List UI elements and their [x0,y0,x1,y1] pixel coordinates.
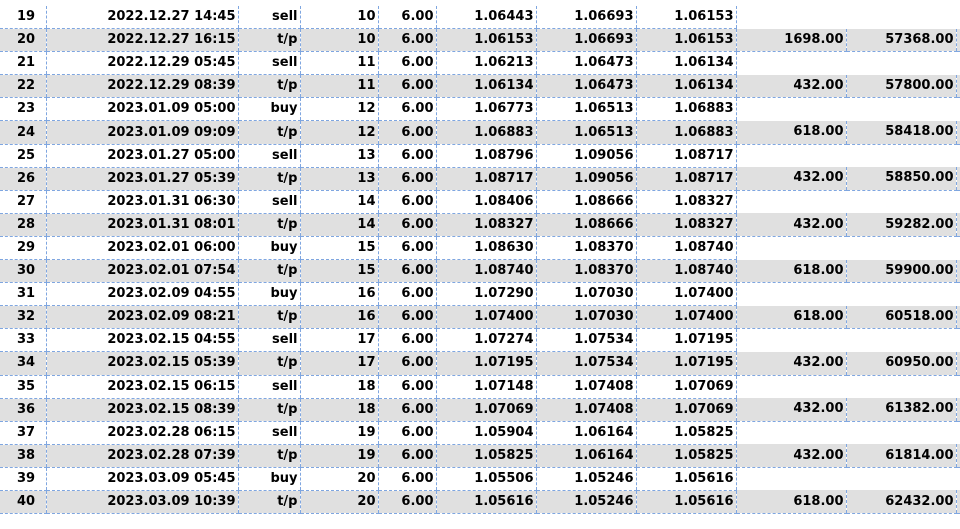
profit-cell: 618.00 [736,490,846,513]
table-row[interactable] [0,98,960,121]
overflow-cell [956,421,960,444]
table-row[interactable] [0,167,960,190]
sl-cell: 1.08666 [536,213,636,236]
overflow-cell [956,190,960,213]
overflow-cell [956,375,960,398]
time-cell: 2022.12.29 08:39 [46,75,238,98]
row-number-cell: 31 [0,283,46,306]
row-number-cell: 39 [0,467,46,490]
price-cell: 1.08327 [436,213,536,236]
sl-cell: 1.06693 [536,29,636,52]
balance-cell [846,98,956,121]
size-cell: 6.00 [378,283,436,306]
overflow-cell [956,52,960,75]
row-number-cell: 21 [0,52,46,75]
tp-cell: 1.07195 [636,352,736,375]
type-cell: t/p [238,398,300,421]
type-cell: sell [238,52,300,75]
table-row[interactable] [0,213,960,236]
sl-cell: 1.09056 [536,167,636,190]
sl-cell: 1.08666 [536,190,636,213]
price-cell: 1.06443 [436,6,536,29]
overflow-cell [956,144,960,167]
price-cell: 1.05825 [436,444,536,467]
table-row[interactable] [0,329,960,352]
overflow-cell [956,260,960,283]
profit-cell [736,98,846,121]
tp-cell: 1.06153 [636,6,736,29]
profit-cell: 1698.00 [736,29,846,52]
table-row[interactable] [0,490,960,513]
profit-cell: 432.00 [736,398,846,421]
profit-cell [736,375,846,398]
size-cell: 6.00 [378,329,436,352]
tp-cell: 1.06134 [636,75,736,98]
profit-cell [736,190,846,213]
size-cell: 6.00 [378,75,436,98]
size-cell: 6.00 [378,144,436,167]
type-cell: t/p [238,260,300,283]
profit-cell [736,283,846,306]
tp-cell: 1.07195 [636,329,736,352]
balance-cell: 57368.00 [846,29,956,52]
tp-cell: 1.05616 [636,467,736,490]
time-cell: 2023.01.09 09:09 [46,121,238,144]
profit-cell: 618.00 [736,121,846,144]
size-cell: 6.00 [378,167,436,190]
size-cell: 6.00 [378,490,436,513]
sl-cell: 1.07408 [536,375,636,398]
table-row[interactable] [0,121,960,144]
row-number-cell: 40 [0,490,46,513]
row-number-cell: 25 [0,144,46,167]
order-cell: 19 [300,444,378,467]
price-cell: 1.08717 [436,167,536,190]
row-number-cell: 32 [0,306,46,329]
overflow-cell [956,6,960,29]
balance-cell: 58850.00 [846,167,956,190]
overflow-cell [956,444,960,467]
row-number-cell: 33 [0,329,46,352]
order-cell: 11 [300,52,378,75]
overflow-cell [956,75,960,98]
price-cell: 1.07274 [436,329,536,352]
type-cell: buy [238,236,300,259]
row-number-cell: 30 [0,260,46,283]
order-cell: 15 [300,236,378,259]
profit-cell: 432.00 [736,352,846,375]
overflow-cell [956,121,960,144]
order-cell: 17 [300,352,378,375]
time-cell: 2023.01.09 05:00 [46,98,238,121]
type-cell: t/p [238,121,300,144]
tp-cell: 1.05616 [636,490,736,513]
time-cell: 2022.12.27 16:15 [46,29,238,52]
row-number-cell: 26 [0,167,46,190]
price-cell: 1.08630 [436,236,536,259]
time-cell: 2023.02.15 08:39 [46,398,238,421]
balance-cell [846,467,956,490]
order-cell: 12 [300,121,378,144]
table-row[interactable] [0,75,960,98]
table-row[interactable] [0,352,960,375]
size-cell: 6.00 [378,52,436,75]
type-cell: t/p [238,75,300,98]
price-cell: 1.06153 [436,29,536,52]
time-cell: 2023.02.09 04:55 [46,283,238,306]
tp-cell: 1.08327 [636,213,736,236]
overflow-cell [956,329,960,352]
sl-cell: 1.07030 [536,306,636,329]
balance-cell [846,329,956,352]
size-cell: 6.00 [378,352,436,375]
price-cell: 1.05904 [436,421,536,444]
time-cell: 2023.02.28 06:15 [46,421,238,444]
size-cell: 6.00 [378,6,436,29]
row-number-cell: 29 [0,236,46,259]
order-cell: 16 [300,306,378,329]
type-cell: sell [238,6,300,29]
table-row[interactable] [0,6,960,29]
balance-cell: 59282.00 [846,213,956,236]
overflow-cell [956,98,960,121]
profit-cell [736,6,846,29]
order-cell: 11 [300,75,378,98]
profit-cell [736,329,846,352]
balance-cell [846,144,956,167]
trade-history-table [0,6,960,514]
size-cell: 6.00 [378,398,436,421]
price-cell: 1.05506 [436,467,536,490]
order-cell: 15 [300,260,378,283]
overflow-cell [956,352,960,375]
row-number-cell: 38 [0,444,46,467]
tp-cell: 1.05825 [636,444,736,467]
size-cell: 6.00 [378,260,436,283]
tp-cell: 1.06883 [636,121,736,144]
table-row[interactable] [0,29,960,52]
balance-cell [846,421,956,444]
tp-cell: 1.08740 [636,236,736,259]
type-cell: sell [238,329,300,352]
balance-cell: 61814.00 [846,444,956,467]
time-cell: 2023.03.09 05:45 [46,467,238,490]
price-cell: 1.07400 [436,306,536,329]
price-cell: 1.07069 [436,398,536,421]
sl-cell: 1.07534 [536,329,636,352]
time-cell: 2023.02.15 05:39 [46,352,238,375]
sl-cell: 1.07534 [536,352,636,375]
table-row[interactable] [0,52,960,75]
sl-cell: 1.06473 [536,75,636,98]
sl-cell: 1.06164 [536,421,636,444]
order-cell: 19 [300,421,378,444]
balance-cell [846,6,956,29]
row-number-cell: 23 [0,98,46,121]
type-cell: sell [238,375,300,398]
balance-cell [846,52,956,75]
size-cell: 6.00 [378,29,436,52]
row-number-cell: 24 [0,121,46,144]
table-row[interactable] [0,144,960,167]
profit-cell [736,236,846,259]
overflow-cell [956,283,960,306]
order-cell: 17 [300,329,378,352]
row-number-cell: 36 [0,398,46,421]
sl-cell: 1.05246 [536,467,636,490]
balance-cell [846,236,956,259]
price-cell: 1.08796 [436,144,536,167]
type-cell: buy [238,98,300,121]
type-cell: buy [238,467,300,490]
sl-cell: 1.08370 [536,260,636,283]
table-row[interactable] [0,421,960,444]
size-cell: 6.00 [378,444,436,467]
price-cell: 1.07290 [436,283,536,306]
order-cell: 18 [300,398,378,421]
order-cell: 20 [300,490,378,513]
overflow-cell [956,213,960,236]
row-number-cell: 35 [0,375,46,398]
tp-cell: 1.07400 [636,283,736,306]
balance-cell: 62432.00 [846,490,956,513]
size-cell: 6.00 [378,421,436,444]
size-cell: 6.00 [378,213,436,236]
sl-cell: 1.05246 [536,490,636,513]
time-cell: 2022.12.29 05:45 [46,52,238,75]
type-cell: t/p [238,29,300,52]
time-cell: 2022.12.27 14:45 [46,6,238,29]
tp-cell: 1.08740 [636,260,736,283]
overflow-cell [956,306,960,329]
time-cell: 2023.02.15 04:55 [46,329,238,352]
sl-cell: 1.07408 [536,398,636,421]
type-cell: buy [238,283,300,306]
order-cell: 13 [300,144,378,167]
price-cell: 1.07148 [436,375,536,398]
sl-cell: 1.09056 [536,144,636,167]
type-cell: sell [238,144,300,167]
size-cell: 6.00 [378,375,436,398]
overflow-cell [956,467,960,490]
table-row[interactable] [0,444,960,467]
overflow-cell [956,167,960,190]
balance-cell: 58418.00 [846,121,956,144]
tp-cell: 1.08717 [636,144,736,167]
time-cell: 2023.02.28 07:39 [46,444,238,467]
row-number-cell: 37 [0,421,46,444]
time-cell: 2023.02.15 06:15 [46,375,238,398]
price-cell: 1.06134 [436,75,536,98]
price-cell: 1.05616 [436,490,536,513]
order-cell: 10 [300,29,378,52]
time-cell: 2023.01.27 05:00 [46,144,238,167]
tp-cell: 1.06883 [636,98,736,121]
table-row[interactable] [0,190,960,213]
tp-cell: 1.08717 [636,167,736,190]
profit-cell [736,467,846,490]
tp-cell: 1.07400 [636,306,736,329]
profit-cell: 432.00 [736,213,846,236]
overflow-cell [956,490,960,513]
balance-cell [846,375,956,398]
size-cell: 6.00 [378,306,436,329]
balance-cell: 60518.00 [846,306,956,329]
size-cell: 6.00 [378,98,436,121]
row-number-cell: 34 [0,352,46,375]
profit-cell [736,144,846,167]
table-row[interactable] [0,260,960,283]
balance-cell [846,283,956,306]
overflow-cell [956,236,960,259]
price-cell: 1.08406 [436,190,536,213]
tp-cell: 1.08327 [636,190,736,213]
price-cell: 1.06773 [436,98,536,121]
sl-cell: 1.06513 [536,98,636,121]
order-cell: 16 [300,283,378,306]
type-cell: t/p [238,444,300,467]
type-cell: sell [238,421,300,444]
sl-cell: 1.06473 [536,52,636,75]
order-cell: 18 [300,375,378,398]
tp-cell: 1.05825 [636,421,736,444]
row-number-cell: 19 [0,6,46,29]
price-cell: 1.06883 [436,121,536,144]
tp-cell: 1.06134 [636,52,736,75]
sl-cell: 1.06164 [536,444,636,467]
profit-cell: 432.00 [736,167,846,190]
sl-cell: 1.06513 [536,121,636,144]
size-cell: 6.00 [378,190,436,213]
row-number-cell: 20 [0,29,46,52]
table-row[interactable] [0,283,960,306]
order-cell: 12 [300,98,378,121]
order-cell: 20 [300,467,378,490]
profit-cell: 432.00 [736,75,846,98]
sl-cell: 1.06693 [536,6,636,29]
time-cell: 2023.03.09 10:39 [46,490,238,513]
balance-cell [846,190,956,213]
sl-cell: 1.07030 [536,283,636,306]
sl-cell: 1.08370 [536,236,636,259]
type-cell: t/p [238,352,300,375]
order-cell: 13 [300,167,378,190]
time-cell: 2023.01.27 05:39 [46,167,238,190]
order-cell: 14 [300,190,378,213]
table-row[interactable] [0,398,960,421]
time-cell: 2023.02.01 07:54 [46,260,238,283]
time-cell: 2023.02.01 06:00 [46,236,238,259]
tp-cell: 1.07069 [636,398,736,421]
price-cell: 1.07195 [436,352,536,375]
table-row[interactable] [0,467,960,490]
price-cell: 1.08740 [436,260,536,283]
row-number-cell: 27 [0,190,46,213]
time-cell: 2023.02.09 08:21 [46,306,238,329]
time-cell: 2023.01.31 06:30 [46,190,238,213]
order-cell: 14 [300,213,378,236]
overflow-cell [956,398,960,421]
profit-cell [736,421,846,444]
price-cell: 1.06213 [436,52,536,75]
table-row[interactable] [0,375,960,398]
profit-cell: 618.00 [736,260,846,283]
size-cell: 6.00 [378,467,436,490]
balance-cell: 59900.00 [846,260,956,283]
time-cell: 2023.01.31 08:01 [46,213,238,236]
table-row[interactable] [0,306,960,329]
profit-cell [736,52,846,75]
type-cell: t/p [238,167,300,190]
tp-cell: 1.07069 [636,375,736,398]
table-row[interactable] [0,236,960,259]
row-number-cell: 22 [0,75,46,98]
balance-cell: 57800.00 [846,75,956,98]
order-cell: 10 [300,6,378,29]
row-number-cell: 28 [0,213,46,236]
type-cell: t/p [238,490,300,513]
overflow-cell [956,29,960,52]
balance-cell: 61382.00 [846,398,956,421]
type-cell: sell [238,190,300,213]
tp-cell: 1.06153 [636,29,736,52]
type-cell: t/p [238,213,300,236]
profit-cell: 432.00 [736,444,846,467]
size-cell: 6.00 [378,236,436,259]
type-cell: t/p [238,306,300,329]
balance-cell: 60950.00 [846,352,956,375]
profit-cell: 618.00 [736,306,846,329]
size-cell: 6.00 [378,121,436,144]
